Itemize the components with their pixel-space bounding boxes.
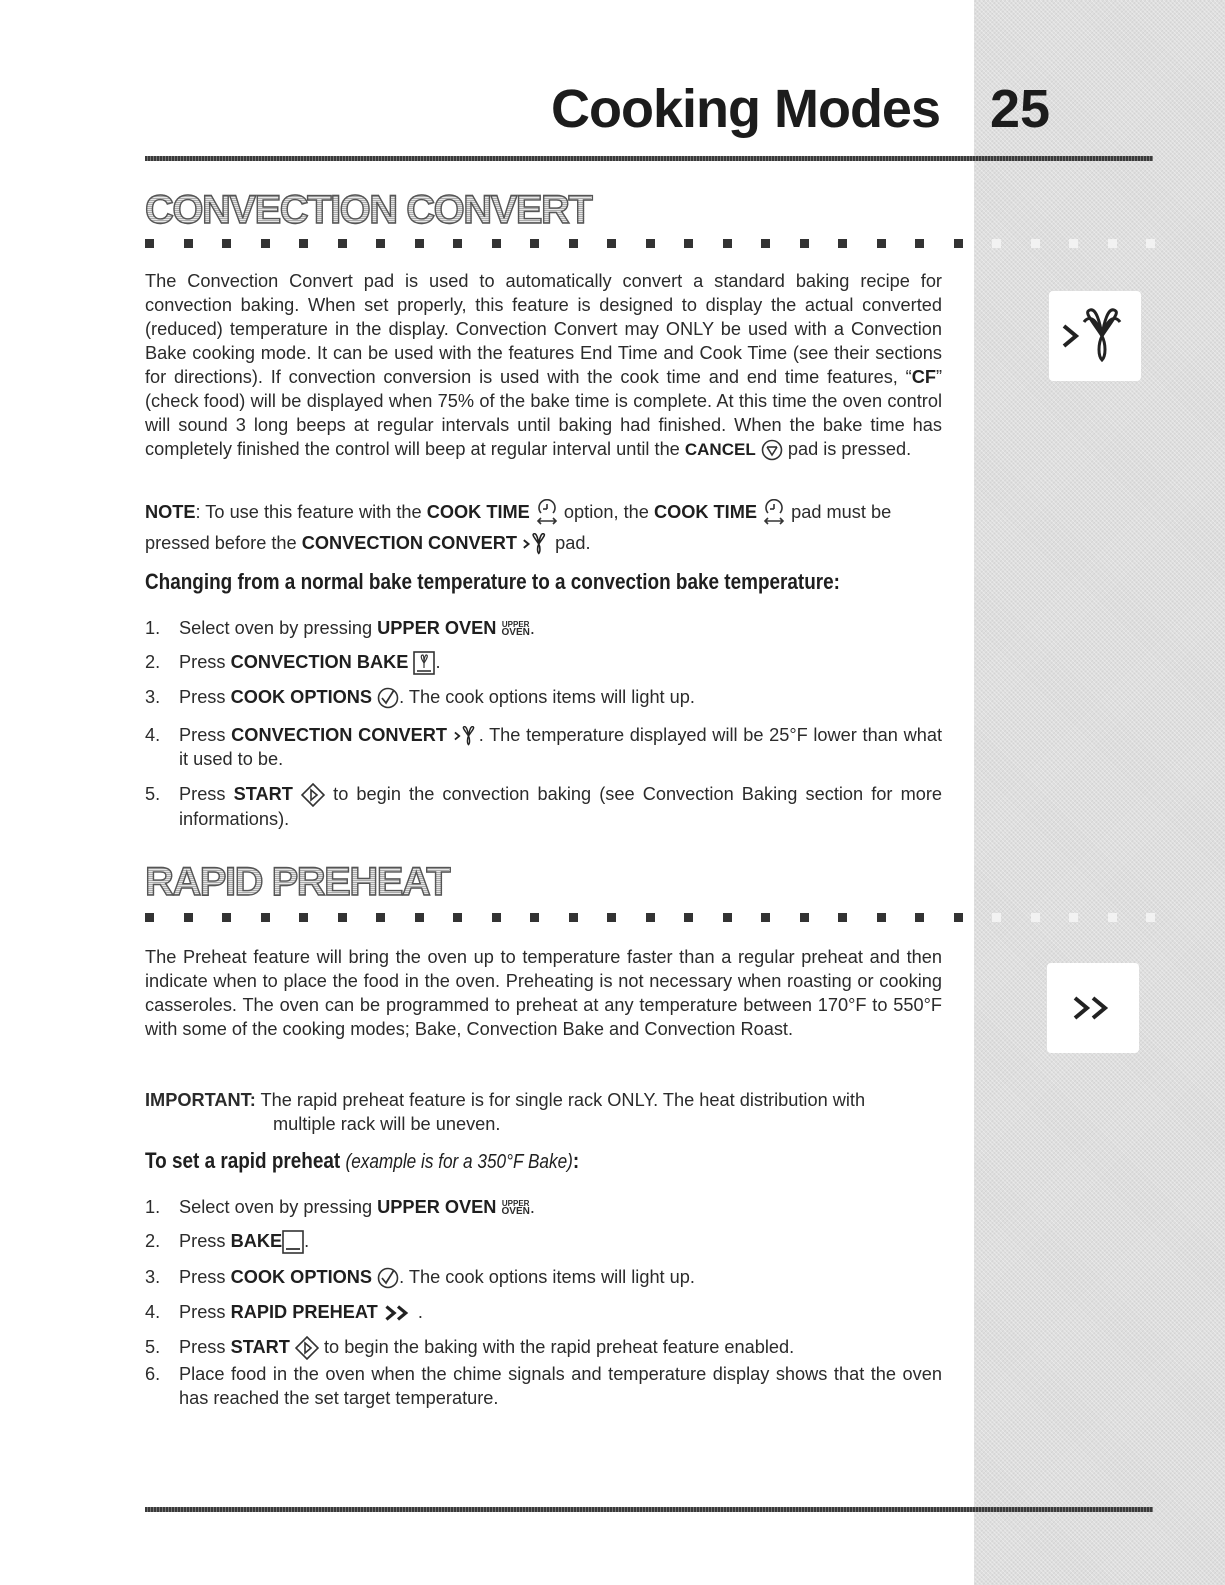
divider-dot [1031,239,1040,248]
section-title-convection-convert: CONVECTION CONVERT [145,188,592,232]
convection-convert-icon [1060,308,1130,364]
divider-dot [877,239,886,248]
divider-dot [838,239,847,248]
divider-dot [1031,913,1040,922]
divider-dot [145,239,154,248]
convection-convert-subhead: Changing from a normal bake temperature to a convection bake temperature: [145,569,840,594]
upper-oven-icon: UPPER OVEN [501,620,530,639]
divider-dot [453,239,462,248]
cancel-key-label: CANCEL [684,440,756,459]
divider-dot [915,239,924,248]
divider-dot [569,239,578,248]
divider-dot [376,913,385,922]
rapid-preheat-icon [383,1304,413,1322]
start-icon [295,1336,319,1360]
divider-dot [607,913,616,922]
divider-dot [222,913,231,922]
header-rule [145,156,1153,161]
list-item: 1. Select oven by pressing UPPER OVEN UPPER OVEN . [145,618,535,639]
rapid-preheat-icon [1071,994,1115,1022]
divider-dot [415,913,424,922]
divider-dot [1108,239,1117,248]
divider-dot [415,239,424,248]
divider-dot [800,913,809,922]
list-item: 6. Place food in the oven when the chime signals and temperature display shows that the oven has reached the set target temperature. [145,1364,942,1408]
rapid-preheat-subhead: To set a rapid preheat (example is for a 350°F Bake): [145,1148,580,1173]
bake-icon [282,1230,304,1254]
divider-dot [1069,913,1078,922]
list-item: 3. Press COOK OPTIONS . The cook options items will light up. [145,685,942,709]
page-title: Cooking Modes [551,79,940,139]
divider-dot [184,239,193,248]
page-number: 25 [990,79,1051,139]
divider-dot [338,913,347,922]
convection-bake-icon [413,651,435,675]
list-item: 4. Press RAPID PREHEAT . [145,1302,423,1322]
rapid-preheat-side-icon [1047,963,1139,1053]
divider-dot [800,239,809,248]
divider-dot [684,239,693,248]
list-item: 2. Press CONVECTION BAKE . [145,650,942,675]
cancel-icon [761,439,783,461]
divider-dot [992,913,1001,922]
divider-dot [338,239,347,248]
divider-dot [261,913,270,922]
cook-time-icon [535,499,559,527]
divider-dot [877,913,886,922]
divider-dot [184,913,193,922]
divider-dot [376,239,385,248]
divider-dot [954,913,963,922]
list-item: 2. Press BAKE . [145,1229,942,1254]
note-paragraph: NOTE: To use this feature with the COOK TIME option, the COOK TIME pad must be pressed before the CONVECTION CONVERT pad. [145,497,942,559]
divider-dot [723,913,732,922]
list-item: 4. Press CONVECTION CONVERT . The temperature displayed will be 25°F lower than what it used to be. [145,725,942,769]
convection-convert-icon [522,533,550,555]
divider-dot [723,239,732,248]
divider-dot [569,913,578,922]
divider-dot [299,239,308,248]
rapid-preheat-paragraph: The Preheat feature will bring the oven up to temperature faster than a regular preheat and then indicate when to place the food in the oven. Preheating is not necessary when roasting or cooking casseroles. The oven can be programmed to preheat at any temperature between 170°F to 550°F with some of the cooking modes; Bake, Convection Bake and Convection Roast. [145,947,942,1039]
cook-options-icon [377,687,399,709]
divider-dot [1146,239,1155,248]
important-paragraph: IMPORTANT: The rapid preheat feature is for single rack ONLY. The heat distribution with multiple rack will be uneven. [145,1090,866,1134]
convection-convert-icon [453,726,479,746]
dot-divider [145,911,1155,923]
convection-convert-side-icon [1049,291,1141,381]
divider-dot [492,913,501,922]
divider-dot [761,239,770,248]
divider-dot [646,239,655,248]
section-title-rapid-preheat: RAPID PREHEAT [145,860,450,904]
upper-oven-icon: UPPER OVEN [501,1199,530,1218]
cook-time-icon [762,499,786,527]
divider-dot [453,913,462,922]
divider-dot [1108,913,1117,922]
divider-dot [992,239,1001,248]
divider-dot [1146,913,1155,922]
divider-dot [684,913,693,922]
list-item: 5. Press START to begin the convection baking (see Convection Baking section for more informations). [145,784,943,830]
divider-dot [530,239,539,248]
divider-dot [646,913,655,922]
dot-divider [145,237,1155,249]
footer-rule [145,1507,1153,1512]
divider-dot [915,913,924,922]
divider-dot [607,239,616,248]
list-item: 3. Press COOK OPTIONS . The cook options items will light up. [145,1265,942,1289]
divider-dot [299,913,308,922]
cook-options-icon [377,1267,399,1289]
divider-dot [1069,239,1078,248]
list-item: 1. Select oven by pressing UPPER OVEN UPPER OVEN . [145,1197,535,1218]
divider-dot [492,239,501,248]
list-item: 5. Press START to begin the baking with the rapid preheat feature enabled. [145,1335,942,1360]
start-icon [301,783,325,807]
divider-dot [761,913,770,922]
divider-dot [530,913,539,922]
divider-dot [838,913,847,922]
divider-dot [222,239,231,248]
divider-dot [145,913,154,922]
divider-dot [261,239,270,248]
convection-convert-paragraph: The Convection Convert pad is used to automatically convert a standard baking recipe for convection baking. When set properly, this feature is designed to display the actual converted (reduced) temperature in the display. Convection Convert may ONLY be used with a Convection Bake cooking mode. It can be used with the features End Time and Cook Time (see their sections for directions). If convection conversion is used with the cook time and end time features, “CF” (check food) will be displayed when 75% of the bake time is complete. At this time the oven control will sound 3 long beeps at regular intervals until baking had finished. When the bake time has completely finished the control will beep at regular interval until the CANCEL pad is pressed. [145,269,942,462]
divider-dot [954,239,963,248]
